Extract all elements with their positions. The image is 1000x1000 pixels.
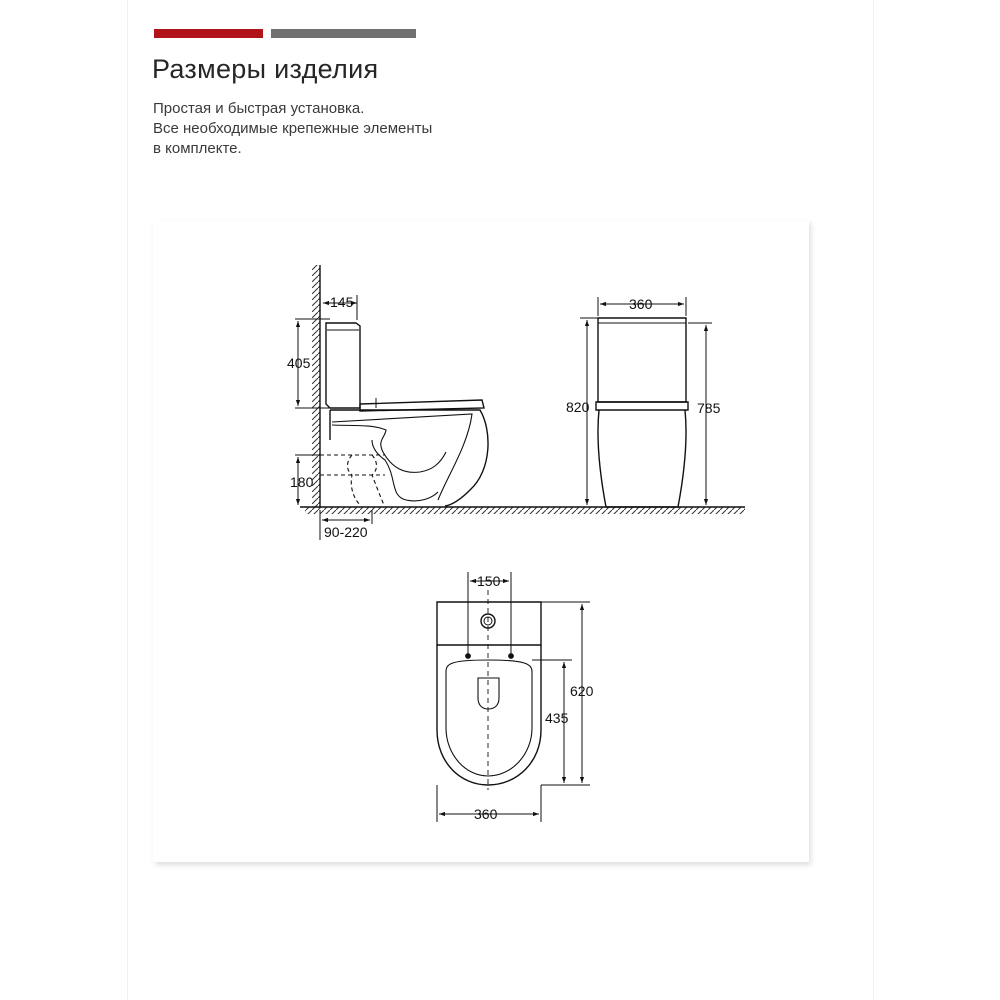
- side-bowl-outer: [330, 410, 488, 506]
- top-seat: [446, 660, 532, 776]
- floor-hatching: [305, 507, 745, 514]
- dim-front-width: 360: [629, 296, 653, 312]
- front-view-dimensions: [566, 296, 721, 505]
- side-outlet-dashed: [320, 455, 385, 505]
- top-view: [437, 590, 541, 790]
- dim-seat-height: 785: [697, 400, 721, 416]
- dim-tank-offset: 145: [330, 294, 354, 310]
- side-view: [300, 265, 745, 514]
- top-tank: [437, 602, 541, 645]
- dim-bowl-length: 435: [545, 710, 569, 726]
- top-view-dimensions: [437, 572, 594, 822]
- side-tank: [326, 323, 360, 408]
- top-drain: [478, 678, 499, 709]
- dim-holes: 150: [477, 573, 501, 589]
- dim-outlet-distance: 90-220: [324, 524, 368, 540]
- side-bowl-inner: [332, 414, 472, 500]
- front-bowl: [598, 410, 686, 507]
- front-seat: [596, 402, 688, 410]
- wall-hatching: [312, 265, 320, 507]
- front-tank: [598, 318, 686, 402]
- front-view: [596, 318, 688, 507]
- description-line-2: Все необходимые крепежные элементы: [153, 120, 433, 137]
- description-line-3: в комплекте.: [153, 140, 242, 157]
- top-bowl-outer: [437, 645, 541, 785]
- dim-length: 620: [570, 683, 594, 699]
- side-trap: [332, 425, 446, 472]
- dim-outlet-height: 180: [290, 474, 314, 490]
- dim-total-height: 820: [566, 399, 590, 415]
- description-line-1: Простая и быстрая установка.: [153, 100, 365, 117]
- page-title: Размеры изделия: [152, 54, 379, 84]
- dim-tank-height: 405: [287, 355, 311, 371]
- dim-top-width: 360: [474, 806, 498, 822]
